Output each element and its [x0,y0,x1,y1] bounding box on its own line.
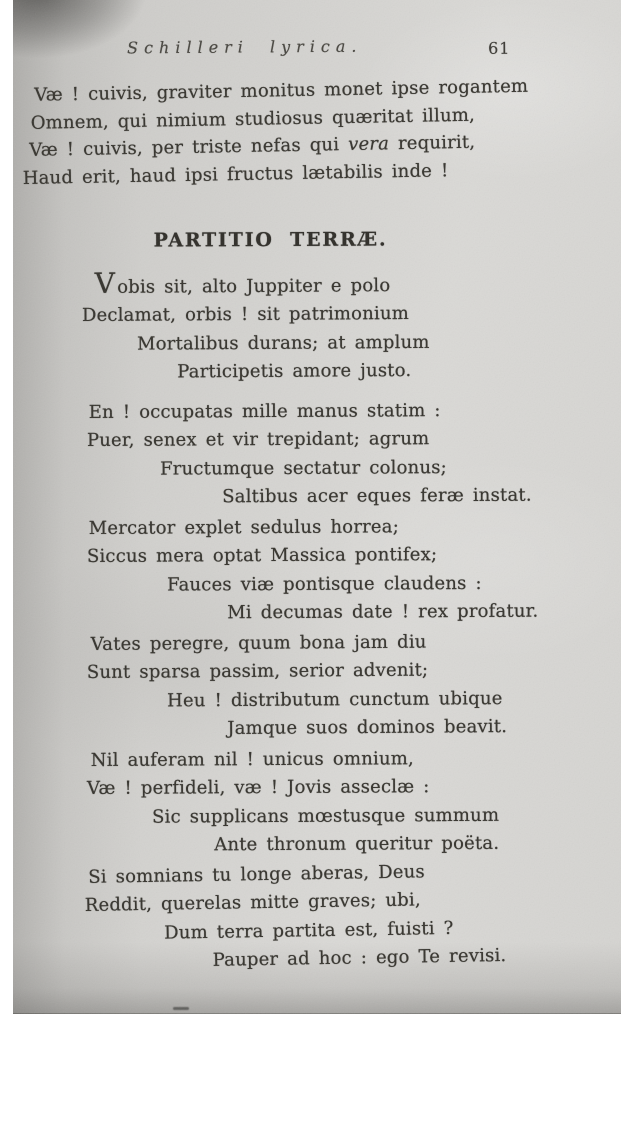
poem-body [81,266,539,980]
poem-line [95,267,538,302]
poem-line: Mercator explet sedulus horrea; [88,516,400,539]
poem-line: Mortalibus durans; at amplum [137,331,430,355]
poem-line: Nil auferam nil ! unicus omnium, [90,748,414,772]
header-title: Schilleri lyrica. [127,36,363,58]
poem-line: Mi decumas date ! rex profatur. [227,600,539,624]
poem-line-text: obis sit, alto Juppiter e polo [117,275,391,298]
stanza-4 [82,628,539,745]
drop-cap-initial: V [94,266,116,300]
previous-poem-ending [21,73,530,193]
poem-title: PARTITIO TERRÆ. [153,228,388,252]
poem-line: Puer, senex et vir trepidant; agrum [86,428,430,452]
poem-line: En ! occupatas mille manus statim : [88,399,441,423]
poem-line: Fauces viæ pontisque claudens : [167,572,482,596]
poem-line: Pauper ad hoc : ego Te revisi. [212,944,507,971]
ink-smudge [173,1007,189,1010]
poem-line: Declamat, orbis ! sit patrimonium [81,303,410,327]
poem-line: Heu ! distributum cunctum ubique [167,687,503,712]
poem-line: Reddit, querelas mitte graves; ubi, [84,889,422,916]
poem-line-text: requirit, [388,131,476,155]
poem-line: Si somnians tu longe aberas, Deus [88,860,426,888]
emphasized-word: vera [347,133,390,156]
running-header [13,34,621,58]
stanza-3 [82,512,539,628]
poem-line: Haud erit, haud ipsi fructus lætabilis inde ! [22,159,449,189]
page-number: 61 [488,38,511,58]
poem-line: Saltibus acer eques feræ instat. [222,484,532,508]
poem-line: Sunt sparsa passim, serior advenit; [86,660,429,684]
poem-line: Vates peregre, quum bona jam diu [90,631,427,656]
stanza-6 [81,856,539,977]
poem-line: Ante thronum queritur poëta. [214,833,500,856]
poem-line: Omnem, qui nimium studiosus quæritat illum, [30,104,476,134]
poem-line: Participetis amore justo. [177,360,412,383]
stanza-5 [82,745,539,861]
poem-line: Væ ! cuivis, graviter monitus monet ipse rogantem [34,75,529,106]
book-page [13,0,621,1014]
poem-line: Dum terra partita est, fuisti ? [164,917,454,943]
poem-line: Fructumque sectatur colonus; [160,456,447,480]
poem-line: Siccus mera optat Massica pontifex; [86,544,438,568]
poem-line: Jamque suos dominos beavit. [227,716,508,740]
poem-line-text: Væ ! cuivis, per triste nefas qui [29,134,349,162]
stanza-2 [82,396,539,512]
poem-line: Sic supplicans mœstusque summum [152,804,500,828]
poem-line: Væ ! perfideli, væ ! Jovis asseclæ : [86,776,430,800]
stanza-1 [82,267,539,387]
